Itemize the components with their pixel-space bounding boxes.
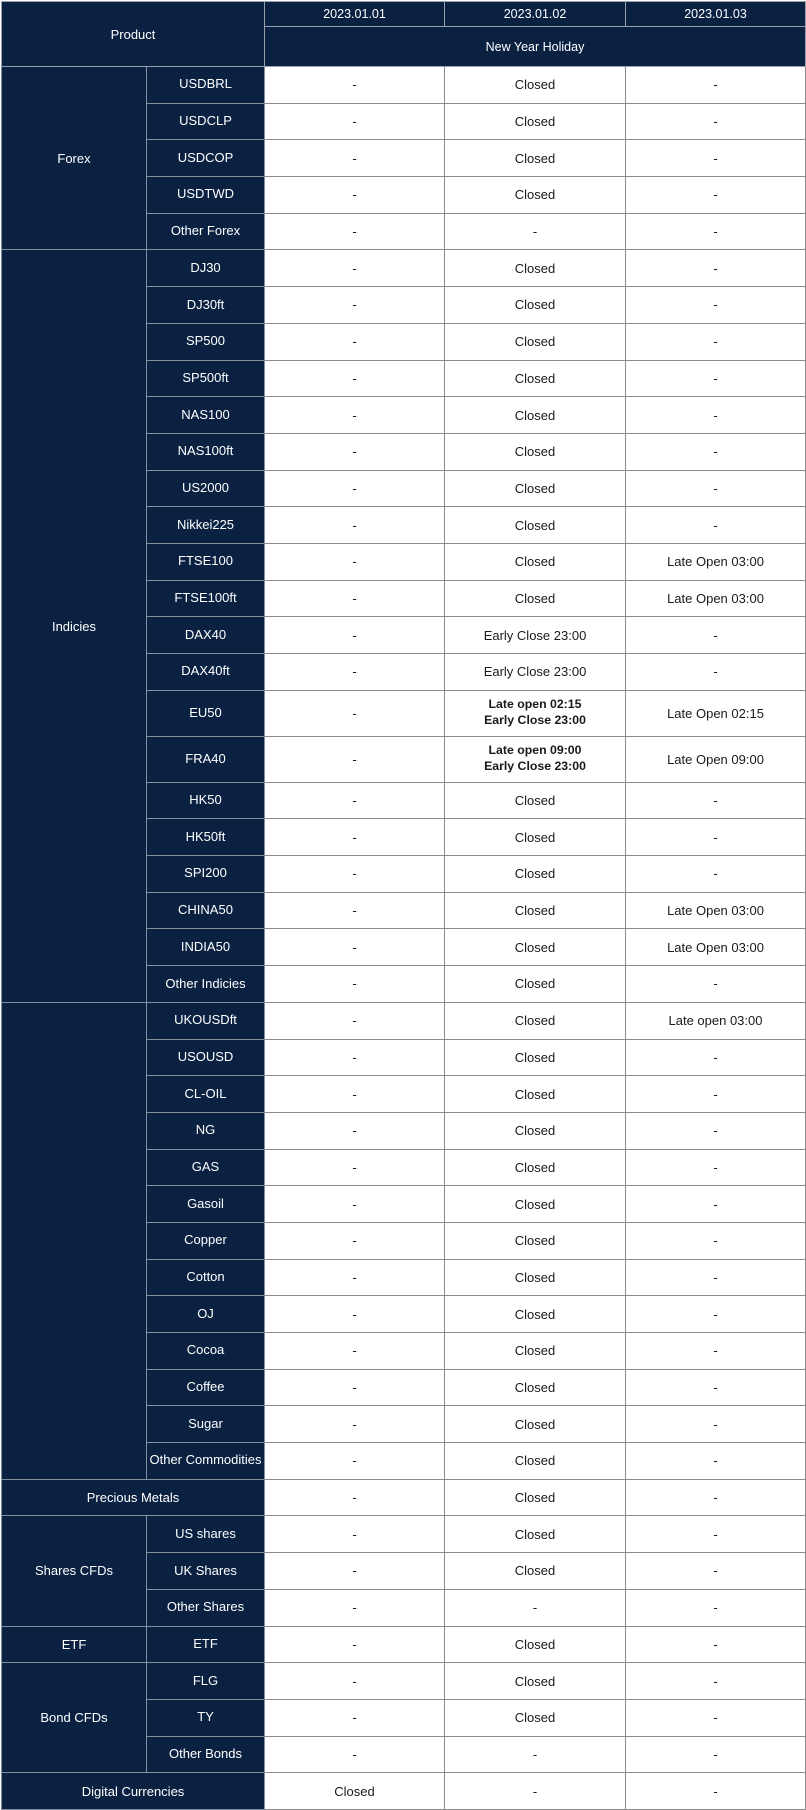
value-cell: Closed: [445, 1626, 626, 1663]
category-cell-precious-metals: Precious Metals: [2, 1479, 265, 1516]
schedule-row-digital-currencies: [2, 1773, 806, 1810]
value-cell: Closed: [445, 782, 626, 819]
value-cell: Closed: [445, 1002, 626, 1039]
value-cell: -: [265, 397, 445, 434]
value-cell: -: [626, 103, 806, 140]
value-cell: Closed: [445, 433, 626, 470]
value-cell: Closed: [445, 67, 626, 104]
schedule-row: [2, 67, 806, 104]
product-cell: Sugar: [147, 1406, 265, 1443]
product-cell: CHINA50: [147, 892, 265, 929]
value-cell: -: [265, 1222, 445, 1259]
value-cell: Closed: [445, 140, 626, 177]
schedule-body: [2, 67, 806, 1810]
value-cell: -: [626, 1259, 806, 1296]
product-cell: SP500: [147, 323, 265, 360]
value-cell: -: [265, 177, 445, 214]
product-cell: ETF: [147, 1626, 265, 1663]
date-header-3: 2023.01.03: [626, 2, 806, 27]
value-cell: Closed: [445, 543, 626, 580]
value-cell: Late open 03:00: [626, 1002, 806, 1039]
value-cell: Closed: [445, 287, 626, 324]
value-cell: -: [265, 654, 445, 691]
value-cell: -: [626, 1626, 806, 1663]
value-cell: -: [265, 213, 445, 250]
value-cell: -: [265, 1369, 445, 1406]
value-cell: Closed: [445, 507, 626, 544]
product-cell: Cotton: [147, 1259, 265, 1296]
value-cell: -: [265, 433, 445, 470]
product-cell: DJ30: [147, 250, 265, 287]
value-cell: -: [626, 654, 806, 691]
product-cell: FLG: [147, 1663, 265, 1700]
product-cell: Other Bonds: [147, 1736, 265, 1773]
value-cell: -: [626, 250, 806, 287]
value-cell: -: [626, 1333, 806, 1370]
value-cell: -: [265, 1112, 445, 1149]
value-cell: Late Open 03:00: [626, 580, 806, 617]
value-cell: Early Close 23:00: [445, 617, 626, 654]
value-cell: Closed: [445, 966, 626, 1003]
value-cell: -: [626, 507, 806, 544]
value-cell: Closed: [445, 892, 626, 929]
value-cell: -: [265, 1406, 445, 1443]
product-cell: SPI200: [147, 856, 265, 893]
value-cell: -: [265, 1002, 445, 1039]
value-cell: -: [445, 1736, 626, 1773]
value-cell: Late Open 02:15: [626, 690, 806, 736]
product-cell: Other Indicies: [147, 966, 265, 1003]
product-cell: USDCLP: [147, 103, 265, 140]
value-cell: Closed: [445, 929, 626, 966]
product-cell: US shares: [147, 1516, 265, 1553]
holiday-name-header: New Year Holiday: [265, 27, 806, 67]
value-cell: Closed: [445, 250, 626, 287]
value-cell: Closed: [445, 1296, 626, 1333]
product-cell: FTSE100: [147, 543, 265, 580]
product-cell: Other Shares: [147, 1589, 265, 1626]
category-cell-bond-cfds: Bond CFDs: [2, 1663, 147, 1773]
category-cell-digital-currencies: Digital Currencies: [2, 1773, 265, 1810]
value-cell: -: [265, 1296, 445, 1333]
value-cell: Closed: [445, 1369, 626, 1406]
value-cell: -: [265, 892, 445, 929]
value-cell: Late open 02:15 Early Close 23:00: [445, 690, 626, 736]
product-cell: HK50ft: [147, 819, 265, 856]
product-cell: FRA40: [147, 736, 265, 782]
value-cell: -: [265, 1333, 445, 1370]
product-cell: USDCOP: [147, 140, 265, 177]
value-cell: Closed: [445, 1076, 626, 1113]
value-cell: -: [445, 1589, 626, 1626]
value-cell: -: [626, 213, 806, 250]
value-cell: Closed: [445, 323, 626, 360]
date-header-row: [2, 2, 806, 27]
product-column-header: Product: [2, 2, 265, 67]
product-cell: UKOUSDft: [147, 1002, 265, 1039]
value-cell: -: [626, 1222, 806, 1259]
value-cell: -: [265, 250, 445, 287]
value-cell: Closed: [265, 1773, 445, 1810]
schedule-row: [2, 1663, 806, 1700]
product-cell: OJ: [147, 1296, 265, 1333]
product-cell: CL-OIL: [147, 1076, 265, 1113]
value-cell: -: [445, 1773, 626, 1810]
value-cell: Closed: [445, 103, 626, 140]
value-cell: -: [265, 617, 445, 654]
value-cell: Closed: [445, 1663, 626, 1700]
product-cell: Nikkei225: [147, 507, 265, 544]
schedule-row: [2, 250, 806, 287]
product-cell: NAS100: [147, 397, 265, 434]
value-cell: -: [626, 1663, 806, 1700]
value-cell: -: [265, 966, 445, 1003]
value-cell: -: [626, 819, 806, 856]
value-cell: Closed: [445, 360, 626, 397]
value-cell: -: [626, 856, 806, 893]
value-cell: -: [626, 1736, 806, 1773]
value-cell: Closed: [445, 856, 626, 893]
schedule-row: [2, 1002, 806, 1039]
product-cell: SP500ft: [147, 360, 265, 397]
product-cell: Gasoil: [147, 1186, 265, 1223]
value-cell: -: [626, 1112, 806, 1149]
value-cell: Closed: [445, 1516, 626, 1553]
value-cell: -: [265, 287, 445, 324]
value-cell: Closed: [445, 397, 626, 434]
product-cell: DAX40: [147, 617, 265, 654]
value-cell: Late open 09:00 Early Close 23:00: [445, 736, 626, 782]
value-cell: Closed: [445, 1186, 626, 1223]
product-cell: GAS: [147, 1149, 265, 1186]
value-cell: Late Open 09:00: [626, 736, 806, 782]
value-cell: -: [265, 1516, 445, 1553]
value-cell: -: [265, 360, 445, 397]
holiday-schedule-table: [1, 1, 806, 1810]
value-cell: Early Close 23:00: [445, 654, 626, 691]
value-cell: Closed: [445, 1443, 626, 1480]
value-cell: -: [265, 1589, 445, 1626]
value-cell: Late Open 03:00: [626, 892, 806, 929]
value-cell: Closed: [445, 1149, 626, 1186]
product-cell: NG: [147, 1112, 265, 1149]
value-cell: -: [626, 1076, 806, 1113]
value-cell: -: [626, 1589, 806, 1626]
category-cell-etf: ETF: [2, 1626, 147, 1663]
value-cell: -: [265, 690, 445, 736]
value-cell: -: [626, 1443, 806, 1480]
product-cell: USDTWD: [147, 177, 265, 214]
value-cell: -: [265, 507, 445, 544]
value-cell: -: [626, 433, 806, 470]
value-cell: -: [626, 140, 806, 177]
value-cell: -: [265, 470, 445, 507]
category-cell-shares-cfds: Shares CFDs: [2, 1516, 147, 1626]
value-cell: -: [265, 1186, 445, 1223]
value-cell: -: [265, 1076, 445, 1113]
value-cell: -: [265, 1663, 445, 1700]
value-cell: -: [265, 929, 445, 966]
value-cell: -: [626, 397, 806, 434]
value-cell: -: [626, 1516, 806, 1553]
product-cell: TY: [147, 1699, 265, 1736]
product-cell: INDIA50: [147, 929, 265, 966]
product-cell: FTSE100ft: [147, 580, 265, 617]
date-header-1: 2023.01.01: [265, 2, 445, 27]
schedule-row: [2, 1626, 806, 1663]
value-cell: -: [265, 1626, 445, 1663]
value-cell: Closed: [445, 1259, 626, 1296]
product-cell: USOUSD: [147, 1039, 265, 1076]
product-cell: Other Commodities: [147, 1443, 265, 1480]
value-cell: Closed: [445, 1222, 626, 1259]
value-cell: -: [265, 856, 445, 893]
value-cell: -: [626, 1699, 806, 1736]
value-cell: -: [265, 1149, 445, 1186]
value-cell: Closed: [445, 1112, 626, 1149]
value-cell: -: [265, 736, 445, 782]
product-cell: EU50: [147, 690, 265, 736]
value-cell: -: [626, 966, 806, 1003]
value-cell: -: [626, 1149, 806, 1186]
value-cell: -: [626, 1369, 806, 1406]
product-cell: Coffee: [147, 1369, 265, 1406]
value-cell: Closed: [445, 1699, 626, 1736]
value-cell: -: [626, 177, 806, 214]
value-cell: -: [265, 543, 445, 580]
product-cell: DAX40ft: [147, 654, 265, 691]
value-cell: Closed: [445, 1406, 626, 1443]
value-cell: -: [626, 1296, 806, 1333]
value-cell: -: [265, 782, 445, 819]
value-cell: Closed: [445, 177, 626, 214]
schedule-row: [2, 1516, 806, 1553]
value-cell: Late Open 03:00: [626, 929, 806, 966]
value-cell: -: [626, 287, 806, 324]
product-cell: USDBRL: [147, 67, 265, 104]
value-cell: Closed: [445, 470, 626, 507]
value-cell: Closed: [445, 580, 626, 617]
value-cell: Closed: [445, 819, 626, 856]
value-cell: -: [265, 1039, 445, 1076]
value-cell: Closed: [445, 1479, 626, 1516]
value-cell: -: [626, 1479, 806, 1516]
table-header: [2, 2, 806, 67]
value-cell: Closed: [445, 1553, 626, 1590]
value-cell: -: [265, 323, 445, 360]
value-cell: -: [265, 1699, 445, 1736]
value-cell: -: [626, 782, 806, 819]
value-cell: Closed: [445, 1039, 626, 1076]
value-cell: -: [626, 1186, 806, 1223]
category-cell-commodities: [2, 1002, 147, 1479]
product-cell: DJ30ft: [147, 287, 265, 324]
product-cell: US2000: [147, 470, 265, 507]
value-cell: -: [265, 1553, 445, 1590]
product-cell: NAS100ft: [147, 433, 265, 470]
value-cell: -: [265, 1479, 445, 1516]
value-cell: -: [626, 67, 806, 104]
product-cell: Cocoa: [147, 1333, 265, 1370]
value-cell: -: [265, 1736, 445, 1773]
date-header-2: 2023.01.02: [445, 2, 626, 27]
value-cell: -: [626, 323, 806, 360]
value-cell: -: [265, 580, 445, 617]
value-cell: -: [265, 819, 445, 856]
value-cell: -: [265, 67, 445, 104]
value-cell: -: [626, 1773, 806, 1810]
value-cell: -: [626, 1039, 806, 1076]
value-cell: -: [626, 617, 806, 654]
value-cell: Closed: [445, 1333, 626, 1370]
product-cell: Other Forex: [147, 213, 265, 250]
category-cell-indicies: Indicies: [2, 250, 147, 1002]
value-cell: -: [265, 1443, 445, 1480]
value-cell: -: [626, 360, 806, 397]
value-cell: -: [265, 140, 445, 177]
value-cell: -: [626, 470, 806, 507]
product-cell: HK50: [147, 782, 265, 819]
value-cell: -: [626, 1406, 806, 1443]
category-cell-forex: Forex: [2, 67, 147, 250]
value-cell: -: [265, 103, 445, 140]
product-cell: Copper: [147, 1222, 265, 1259]
value-cell: -: [445, 213, 626, 250]
product-cell: UK Shares: [147, 1553, 265, 1590]
schedule-row-precious-metals: [2, 1479, 806, 1516]
value-cell: -: [626, 1553, 806, 1590]
value-cell: Late Open 03:00: [626, 543, 806, 580]
value-cell: -: [265, 1259, 445, 1296]
